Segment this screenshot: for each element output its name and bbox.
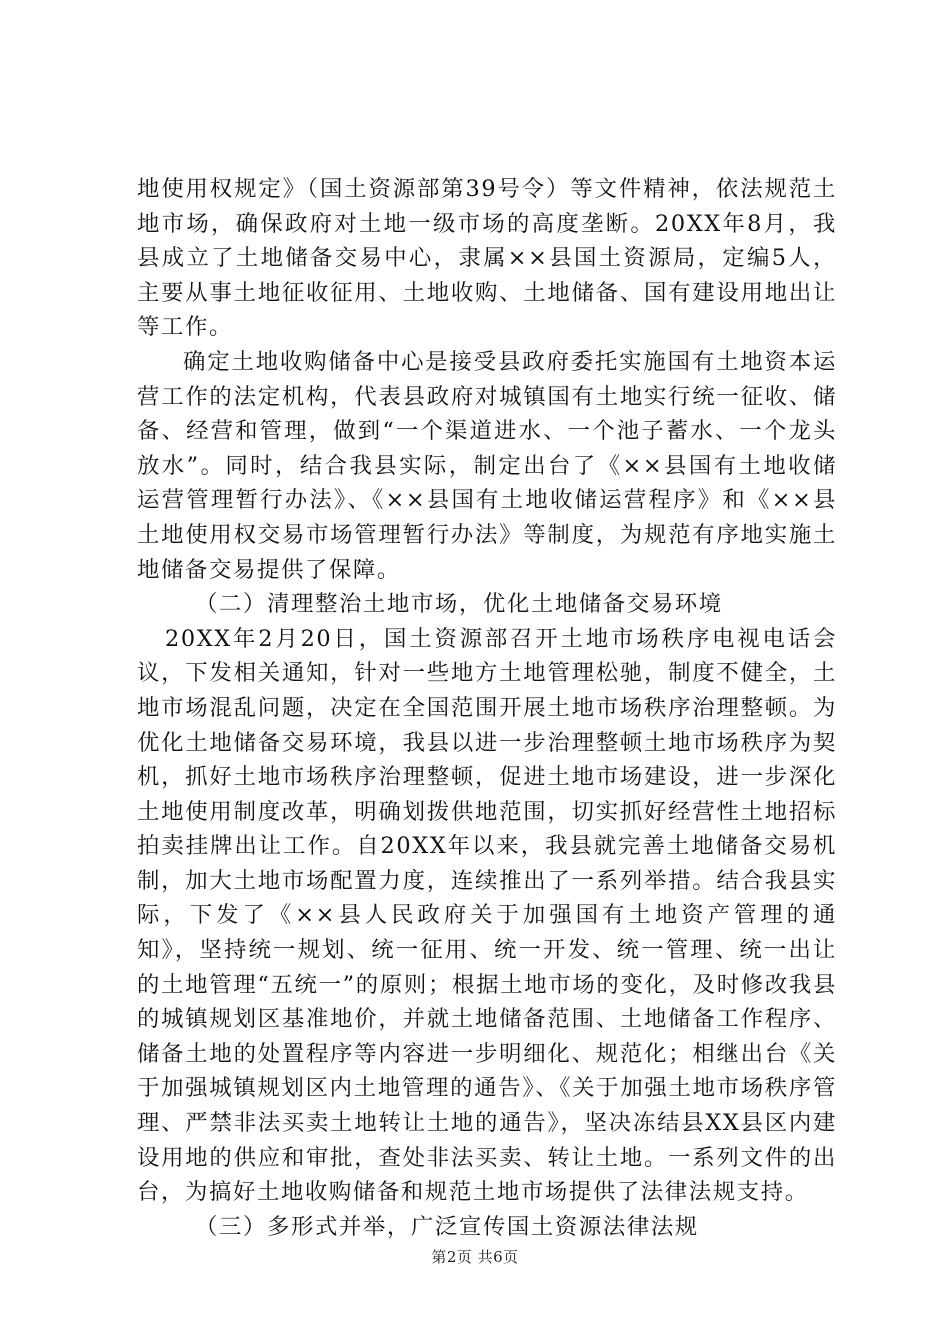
- section-heading-3: （三）多形式并举，广泛宣传国土资源法律法规: [195, 1213, 699, 1240]
- document-body: [137, 172, 837, 1244]
- paragraph-market-rectification: 20XX年2月20日，国土资源部召开土地市场秩序电视电话会议，下发相关通知，针对一些地方土地管理松驰，制度不健全，土地市场混乱问题，决定在全国范围开展土地市场秩序治理整顿。为优化土地储备交易环境，我县以进一步治理整顿土地市场秩序为契机，抓好土地市场秩序治理整顿，促进土地市场建设，进一步深化土地使用制度改革，明确划拨供地范围，切实抓好经营性土地招标拍卖挂牌出让工作。自20XX年以来，我县就完善土地储备交易机制，加大土地市场配置力度，连续推出了一系列举措。结合我县实际，下发了《××县人民政府关于加强国有土地资产管理的通知》，坚持统一规划、统一征用、统一开发、统一管理、统一出让的土地管理“五统一”的原则；根据土地市场的变化，及时修改我县的城镇规划区基准地价，并就土地储备范围、土地储备工作程序、储备土地的处置程序等内容进一步明细化、规范化；相继出台《关于加强城镇规划区内土地管理的通告》、《关于加强土地市场秩序管理、严禁非法买卖土地转让土地的通告》，坚决冻结县XX县区内建设用地的供应和审批，查处非法买卖、转让土地。一系列文件的出台，为搞好土地收购储备和规范土地市场提供了法律法规支持。: [137, 625, 837, 1206]
- page-number: 第2页 共6页: [431, 1248, 519, 1266]
- paragraph-land-reserve-center: 确定土地收购储备中心是接受县政府委托实施国有土地资本运营工作的法定机构，代表县政府对城镇国有土地实行统一征收、储备、经营和管理，做到“一个渠道进水、一个池子蓄水、一个龙头放水”。同时，结合我县实际，制定出台了《××县国有土地收储运营管理暂行办法》、《××县国有土地收储运营程序》和《××县土地使用权交易市场管理暂行办法》等制度，为规范有序地实施土地储备交易提供了保障。: [137, 348, 837, 583]
- section-heading-2: （二）清理整治土地市场，优化土地储备交易环境: [195, 591, 723, 618]
- paragraph-continuation: 地使用权规定》（国土资源部第39号令）等文件精神，依法规范土地市场，确保政府对土地一级市场的高度垄断。20XX年8月，我县成立了土地储备交易中心，隶属××县国土资源局，定编5人，主要从事土地征收征用、土地收购、土地储备、国有建设用地出让等工作。: [137, 176, 837, 341]
